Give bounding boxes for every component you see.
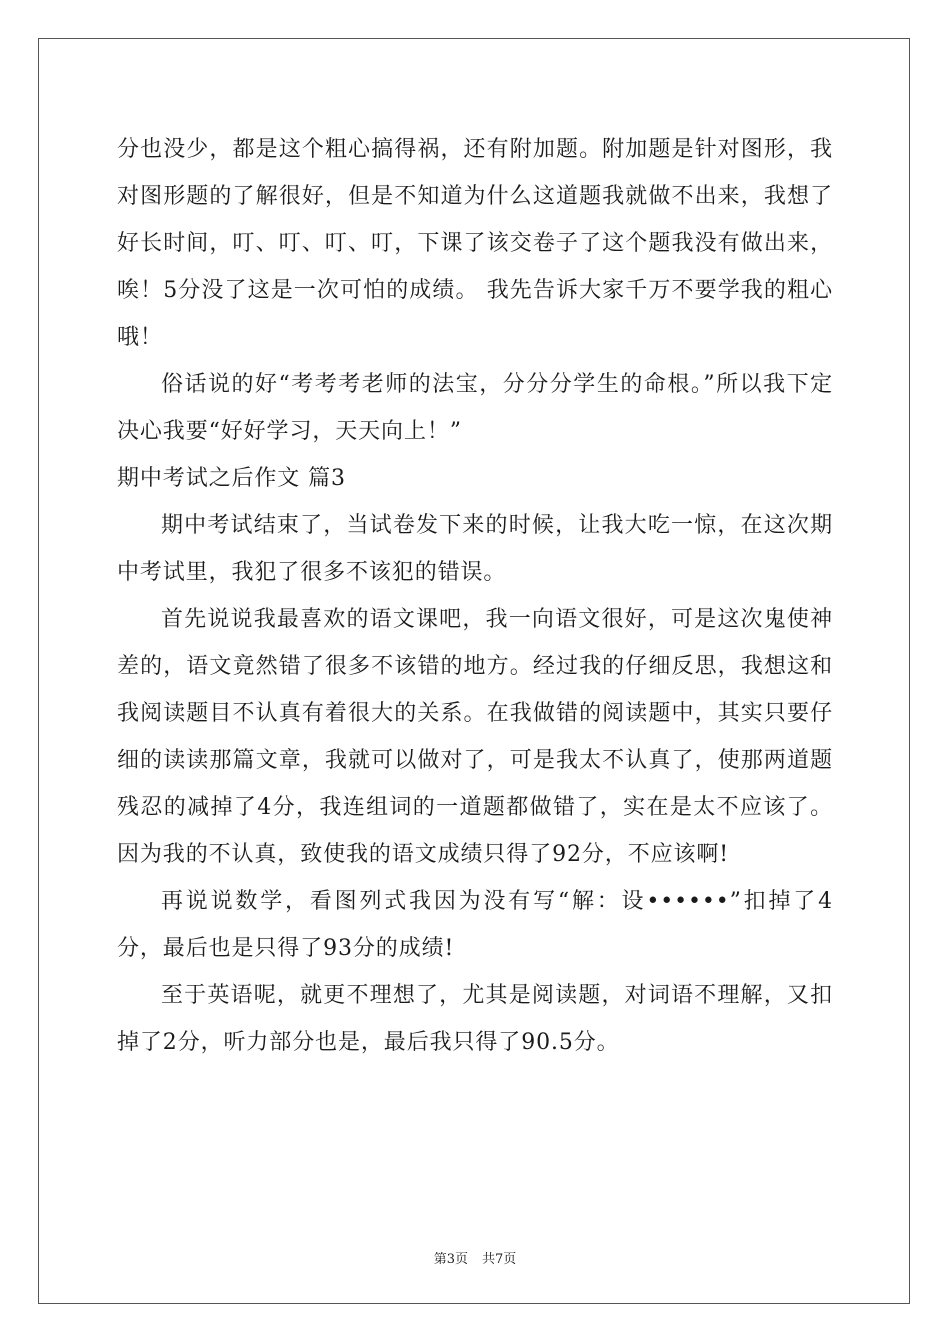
page-footer [0,1248,950,1267]
paragraph-proverb: 俗话说的好“考考考老师的法宝，分分分学生的命根。”所以我下定决心我要“好好学习，天天向上！” [117,372,833,444]
paragraph-continued: 分也没少，都是这个粗心搞得祸，还有附加题。附加题是针对图形，我对图形题的了解很好，但是不知道为什么这道题我就做不出来，我想了好长时间，叮、叮、叮、叮，下课了该交卷子了这个题我没有做出来，唉！5分没了这是一次可怕的成绩。 我先告诉大家千万不要学我的粗心哦！ [117,137,833,350]
page-number: 第3页 [433,1252,468,1267]
section-heading: 期中考试之后作文 篇3 [117,466,346,491]
paragraph-chinese: 首先说说我最喜欢的语文课吧，我一向语文很好，可是这次鬼使神差的，语文竟然错了很多不该错的地方。经过我的仔细反思，我想这和我阅读题目不认真有着很大的关系。在我做错的阅读题中，其实只要仔细的读读那篇文章，我就可以做对了，可是我太不认真了，使那两道题残忍的减掉了4分，我连组词的一道题都做错了，实在是太不应该了。因为我的不认真，致使我的语文成绩只得了92分，不应该啊! [117,607,833,867]
document-body [117,126,833,1066]
paragraph-english: 至于英语呢，就更不理想了，尤其是阅读题，对词语不理解，又扣掉了2分，听力部分也是，最后我只得了90.5分。 [117,983,833,1055]
paragraph-math: 再说说数学，看图列式我因为没有写“解：设••••••”扣掉了4分，最后也是只得了93分的成绩! [117,889,833,961]
paragraph-intro: 期中考试结束了，当试卷发下来的时候，让我大吃一惊，在这次期中考试里，我犯了很多不该犯的错误。 [117,513,833,585]
page-total: 共7页 [482,1252,517,1267]
